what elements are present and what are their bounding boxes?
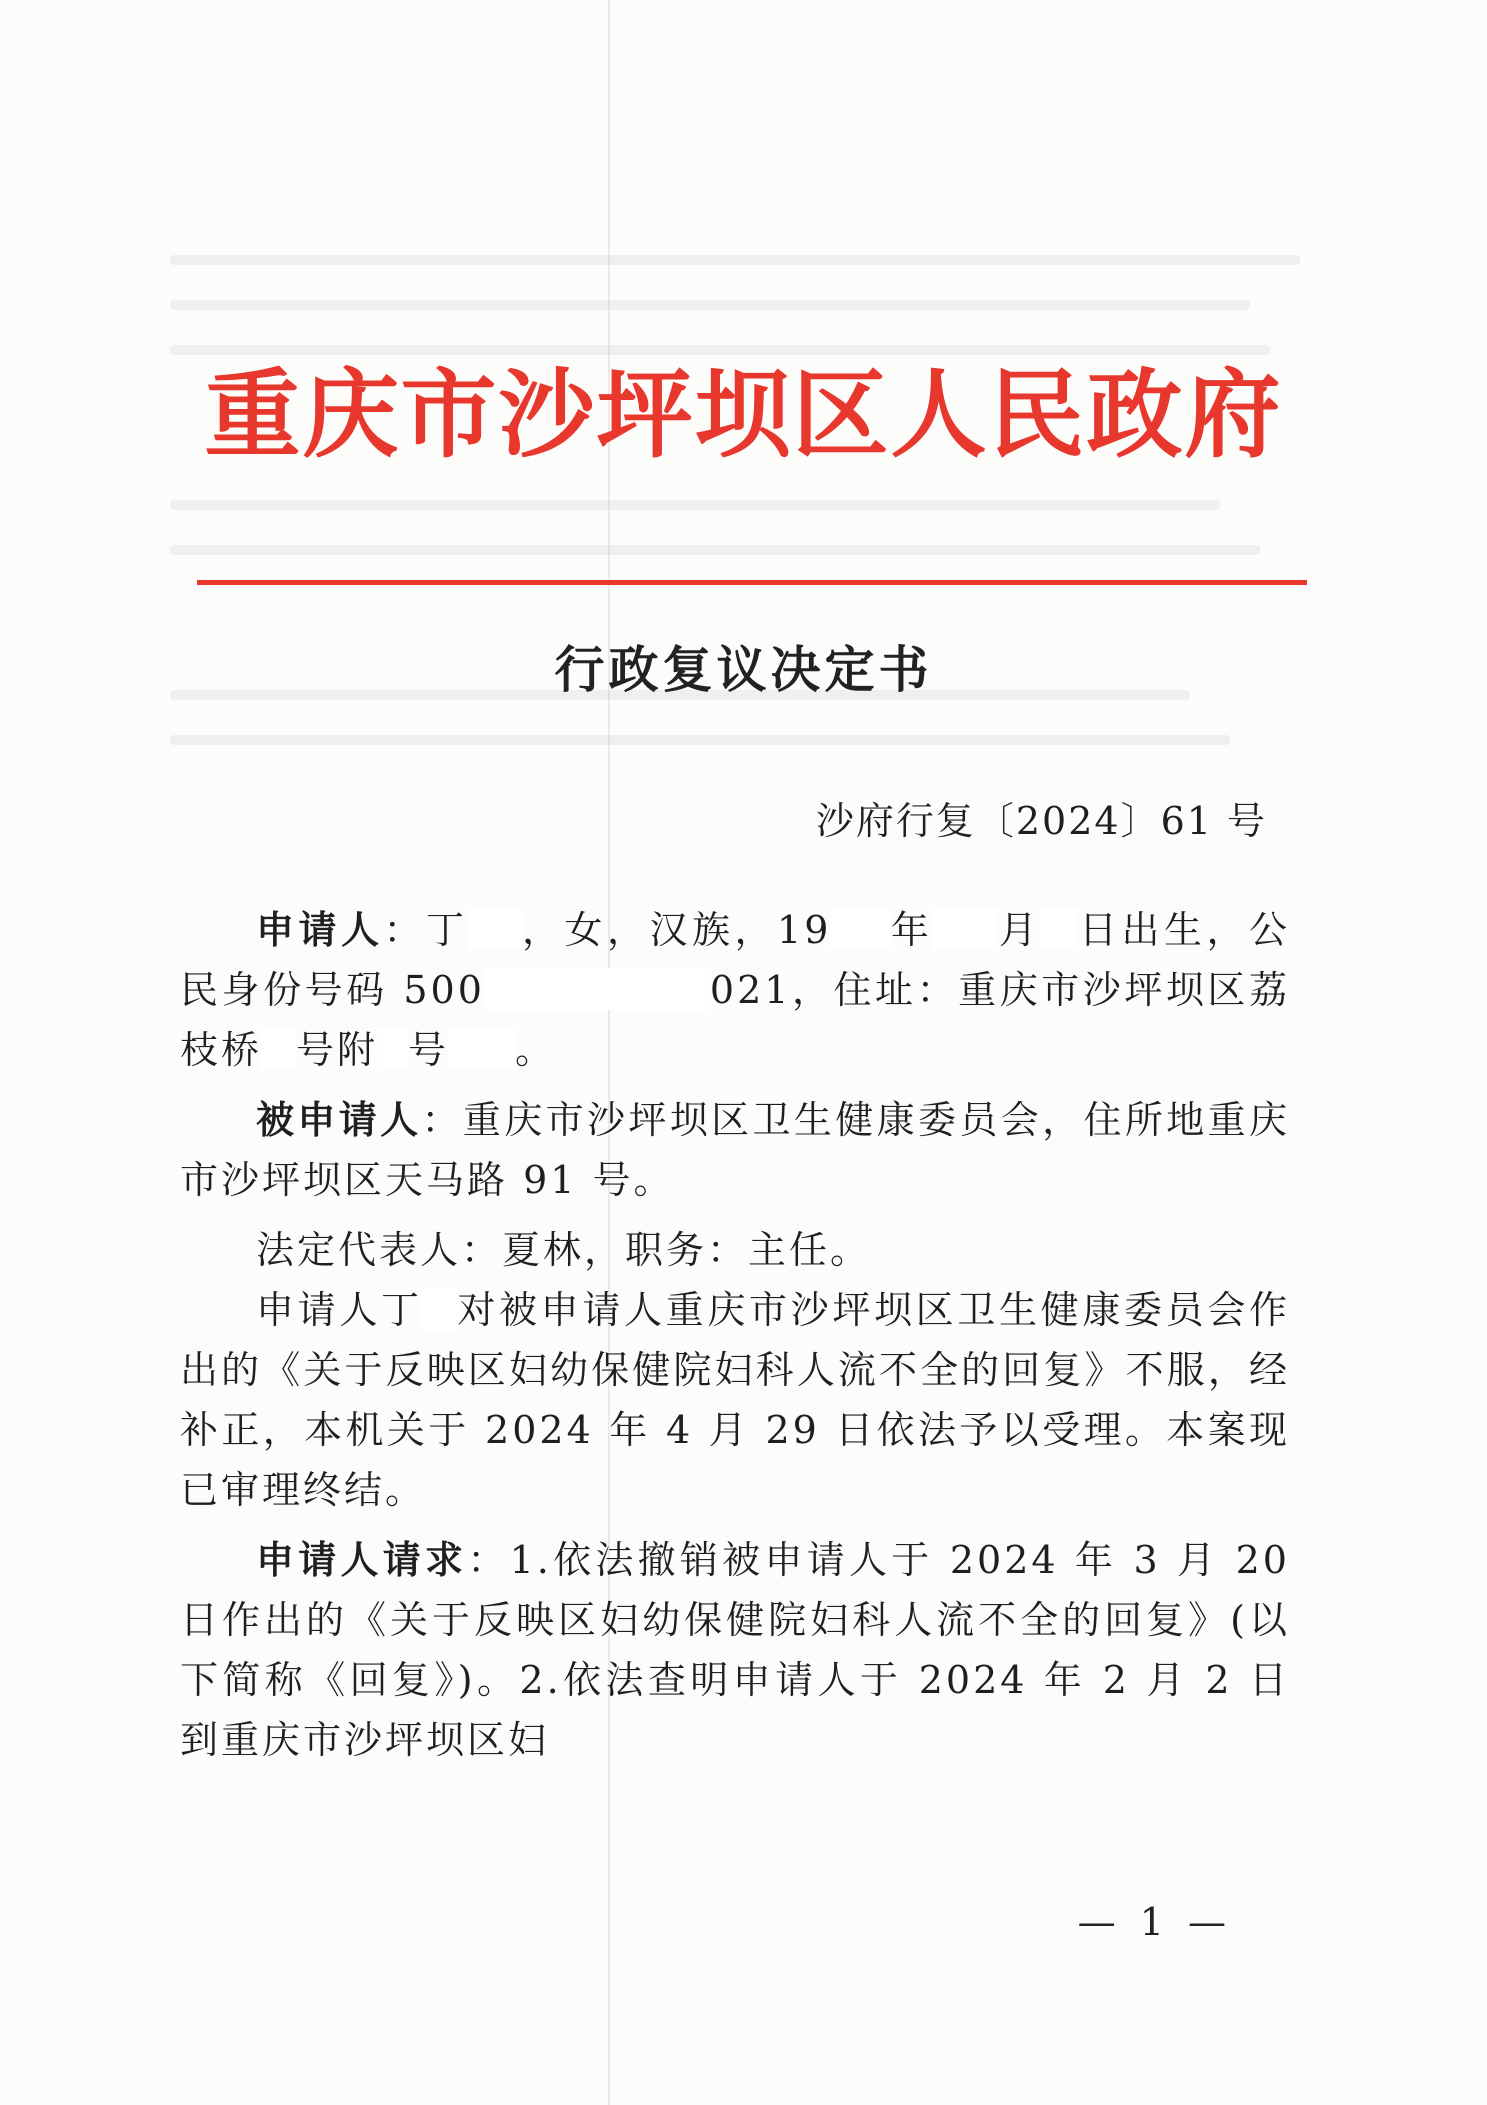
applicant-text: ，女，汉族，19: [520, 908, 832, 952]
redaction-box: [423, 1289, 457, 1329]
applicant-label: 申请人: [256, 907, 384, 952]
case-intro-paragraph: [180, 1280, 1290, 1520]
requests-paragraph: [180, 1530, 1290, 1770]
respondent-text: ：重庆市沙坪坝区卫生健康委员会，住所地重庆市沙坪坝区天马路 91 号。: [180, 1098, 1290, 1202]
bleed-through-texture: [170, 545, 1260, 555]
redaction-box: [485, 969, 710, 1009]
applicant-text: 021，住址：重庆市沙坪坝区荔枝桥: [180, 968, 1290, 1072]
requests-label: 申请人请求: [256, 1537, 468, 1582]
redaction-box: [262, 1029, 296, 1069]
applicant-paragraph: [180, 900, 1290, 1080]
document-title: 行政复议决定书: [554, 640, 933, 699]
bleed-through-texture: [170, 300, 1250, 310]
applicant-text: 年: [889, 908, 934, 952]
redaction-box: [469, 909, 521, 949]
redaction-box: [831, 909, 889, 949]
respondent-paragraph: [180, 1090, 1290, 1210]
red-divider-line: [197, 580, 1307, 585]
redaction-box: [449, 1029, 515, 1069]
applicant-text: 号附: [296, 1028, 379, 1072]
applicant-text: 月: [997, 908, 1042, 952]
document-body: [180, 900, 1290, 1780]
bleed-through-texture: [170, 345, 1270, 355]
applicant-text: 。: [515, 1028, 557, 1072]
redaction-box: [933, 909, 997, 949]
issuer-heading: 重庆市沙坪坝区人民政府: [204, 359, 1283, 471]
redaction-box: [1041, 909, 1077, 949]
applicant-text: ：丁: [383, 908, 469, 952]
document-number: 沙府行复〔2024〕61 号: [815, 799, 1267, 843]
legal-representative: 法定代表人：夏林，职务：主任。: [256, 1228, 872, 1272]
case-intro-text: 申请人丁: [256, 1288, 423, 1332]
redaction-box: [378, 1029, 408, 1069]
respondent-label: 被申请人: [256, 1097, 422, 1142]
requests-text: ：1.依法撤销被申请人于 2024 年 3 月 20 日作出的《关于反映区妇幼保健院妇科人流不全的回复》(以下简称《回复》)。2.依法查明申请人于 2024 年 2 月 2 日到重庆市沙坪坝区妇: [180, 1538, 1290, 1762]
bleed-through-texture: [170, 500, 1220, 510]
applicant-text: 日出生，公民身份号码 500: [180, 908, 1290, 1012]
case-intro-text: 对被申请人重庆市沙坪坝区卫生健康委员会作出的《关于反映区妇幼保健院妇科人流不全的回复》不服，经补正，本机关于 2024 年 4 月 29 日依法予以受理。本案现已审理终结。: [180, 1288, 1290, 1512]
page-number: — 1 —: [1077, 1900, 1232, 1944]
bleed-through-texture: [170, 255, 1300, 265]
applicant-text: 号: [408, 1028, 450, 1072]
bleed-through-texture: [170, 735, 1230, 745]
